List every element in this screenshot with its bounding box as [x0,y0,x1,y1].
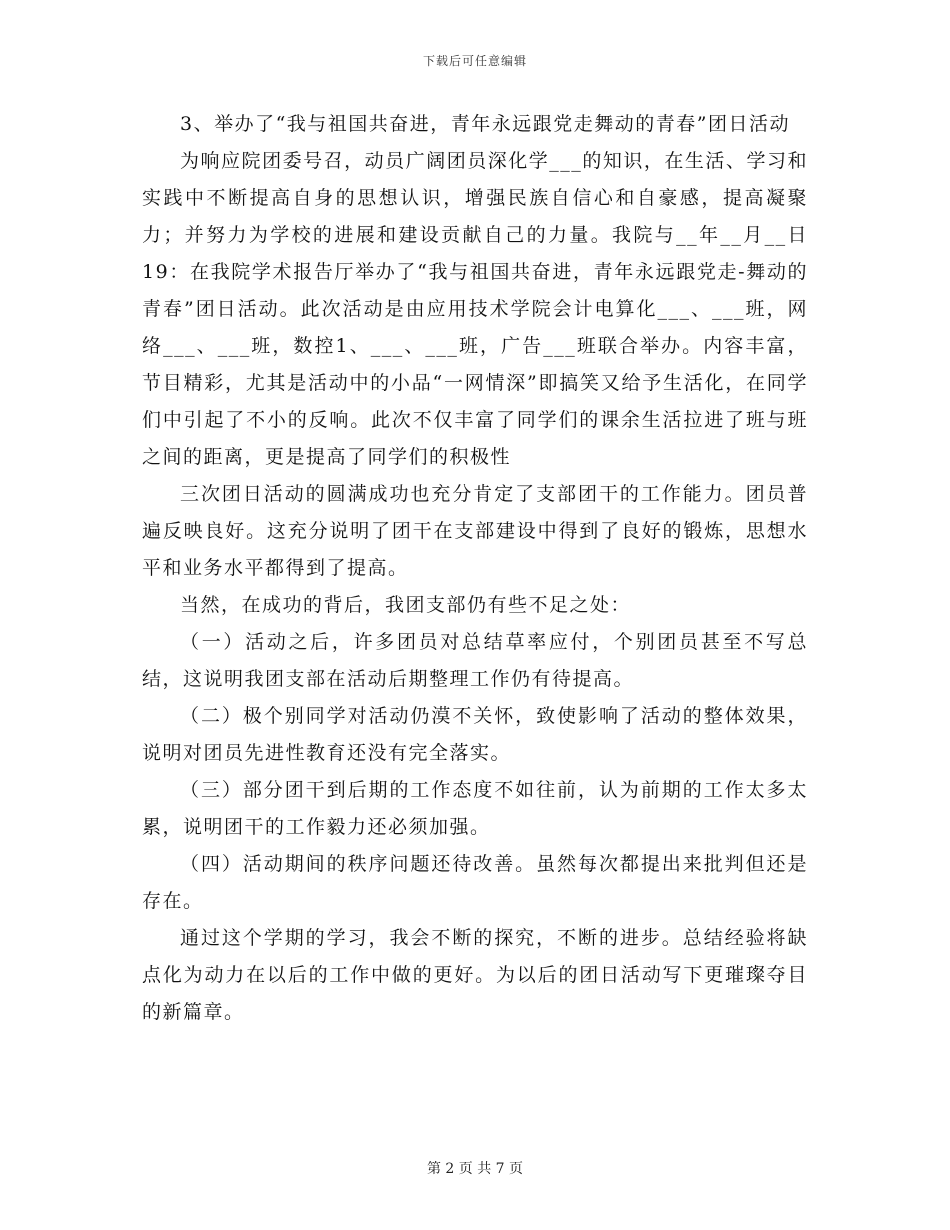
paragraph-conclusion: 通过这个学期的学习，我会不断的探究，不断的进步。总结经验将缺点化为动力在以后的工作中做的更好。为以后的团日活动写下更璀璨夺目的新篇章。 [142,927,808,1023]
paragraph-activity-description: 为响应院团委号召，动员广阔团员深化学___的知识，在生活、学习和实践中不断提高自身的思想认识，增强民族自信心和自豪感，提高凝聚力；并努力为学校的进展和建设贡献自己的力量。我院与__年__月__日19：在我院学术报告厅举办了“我与祖国共奋进，青年永远跟党走-舞动的青春”团日活动。此次活动是由应用技术学院会计电算化___、___班，网络___、___班，数控1、___、___班，广告___班联合举办。内容丰富，节目精彩，尤其是活动中的小品“一网情深”即搞笑又给予生活化，在同学们中引起了不小的反响。此次不仅丰富了同学们的课余生活拉进了班与班之间的距离，更是提高了同学们的积极性 [142,150,808,468]
paragraph-shortcoming-3: （三）部分团干到后期的工作态度不如往前，认为前期的工作太多太累，说明团干的工作毅力还必须加强。 [142,779,808,838]
page-number: 第 2 页 共 7 页 [426,1161,524,1177]
paragraph-shortcoming-2: （二）极个别同学对活动仍漠不关怀，致使影响了活动的整体效果，说明对团员先进性教育还没有完全落实。 [142,705,808,764]
paragraph-summary: 三次团日活动的圆满成功也充分肯定了支部团干的工作能力。团员普遍反映良好。这充分说明了团干在支部建设中得到了良好的锻炼，思想水平和业务水平都得到了提高。 [142,483,808,579]
document-body [142,106,808,1031]
paragraph-shortcoming-1: （一）活动之后，许多团员对总结草率应付，个别团员甚至不写总结，这说明我团支部在活动后期整理工作仍有待提高。 [142,631,808,690]
page-header: 下载后可任意编辑 [422,54,527,68]
paragraph-shortcoming-4: （四）活动期间的秩序问题还待改善。虽然每次都提出来批判但还是存在。 [142,853,808,912]
paragraph-shortcomings-intro: 当然，在成功的背后，我团支部仍有些不足之处： [180,594,632,616]
paragraph-activity-title: 3、举办了“我与祖国共奋进，青年永远跟党走舞动的青春”团日活动 [180,113,791,135]
